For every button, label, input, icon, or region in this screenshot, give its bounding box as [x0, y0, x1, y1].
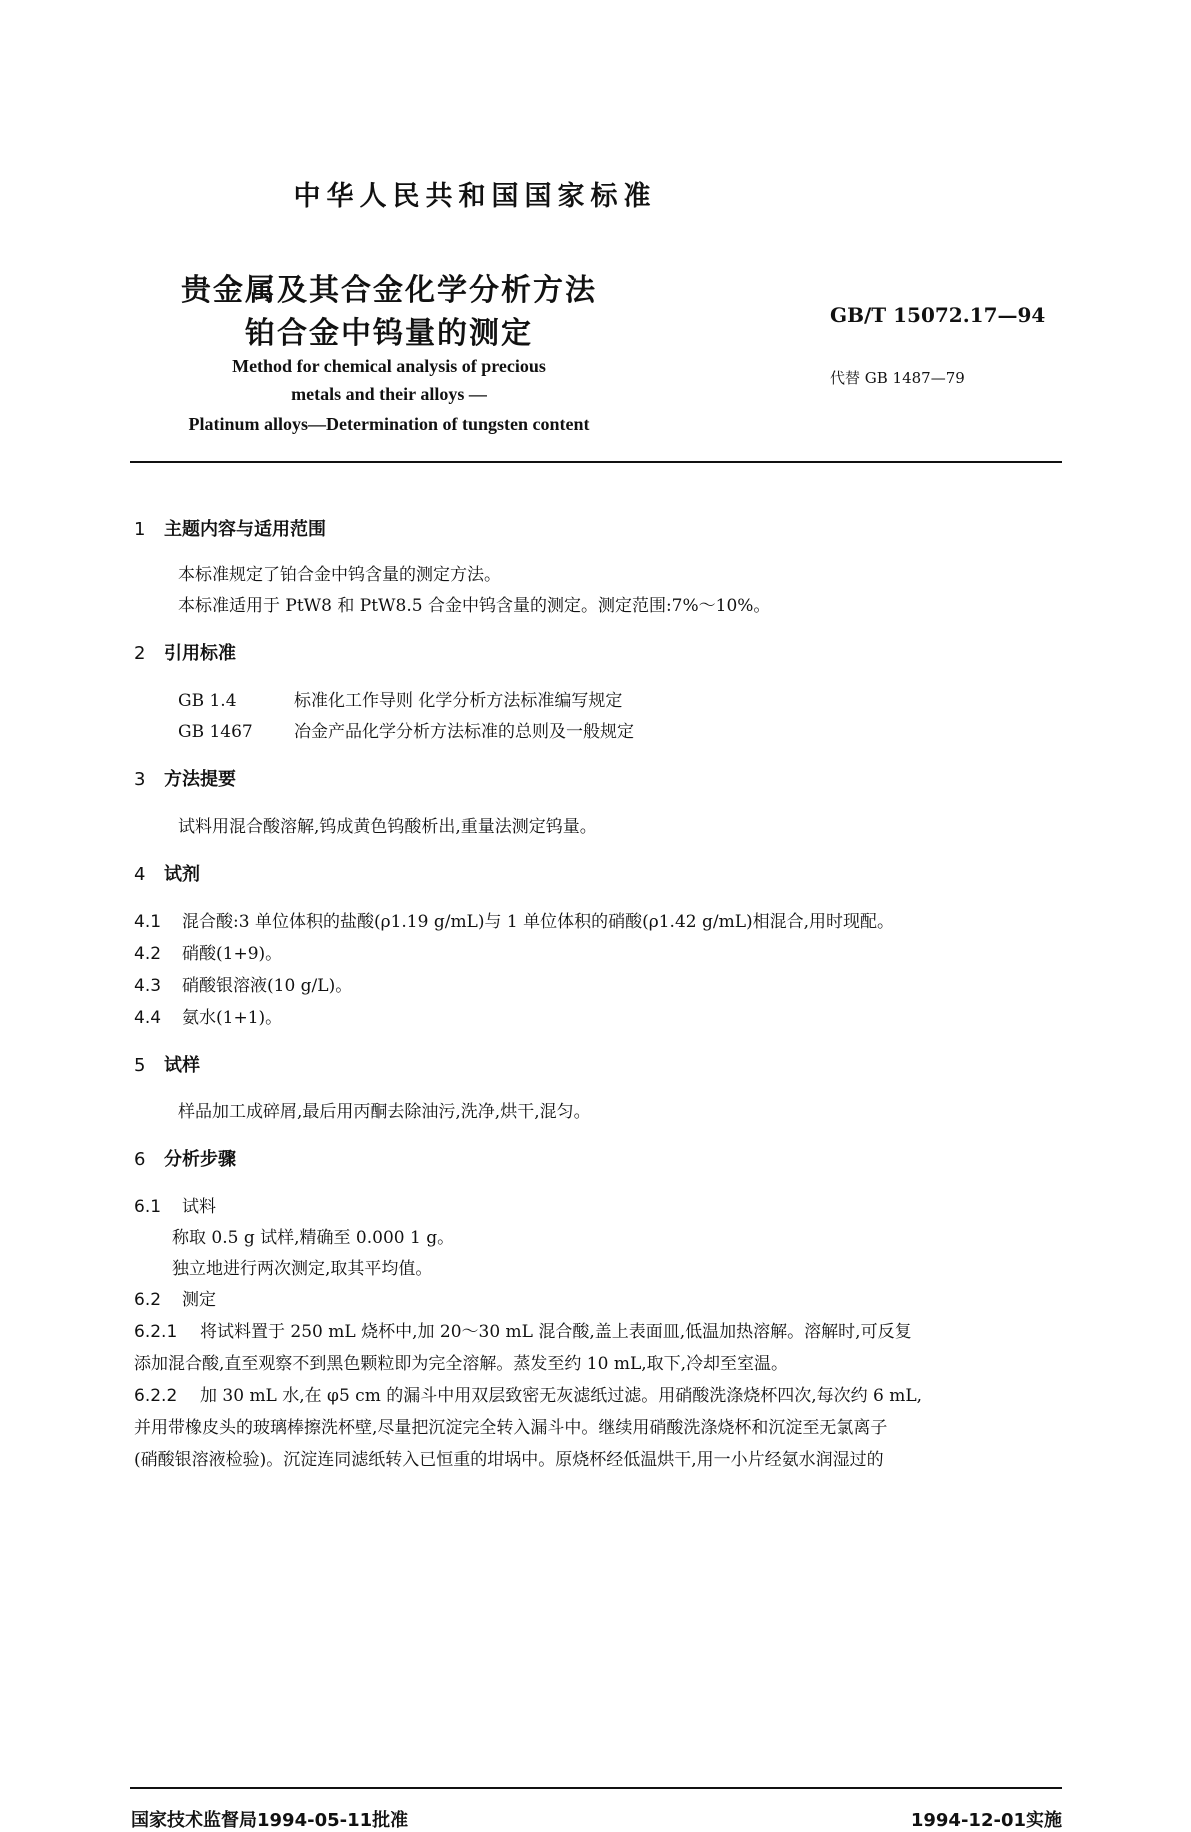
clause-text: 加 30 mL 水,在 φ5 cm 的漏斗中用双层致密无灰滤纸过滤。用硝酸洗涤烧杯四次,每次约 6 mL, [200, 1386, 923, 1406]
paragraph-line [134, 1381, 922, 1406]
paragraph: 本标准适用于 PtW8 和 PtW8.5 合金中钨含量的测定。测定范围:7%～10%。 [178, 596, 771, 616]
section-title: 引用标准 [164, 643, 236, 664]
section-heading [134, 1051, 200, 1077]
clause-number: 6.2.1 [134, 1322, 178, 1342]
item-number: 4.1 [134, 912, 162, 932]
org-title: 中华人民共和国国家标准 [293, 181, 657, 212]
section-number: 1 [134, 519, 146, 540]
reference-item [178, 686, 622, 711]
item-number: 4.4 [134, 1008, 162, 1028]
footer-divider [130, 1787, 1062, 1789]
section-title: 试剂 [164, 864, 200, 885]
section-heading [134, 639, 236, 665]
footer-effective: 1994-12-01实施 [910, 1810, 1062, 1831]
header-divider [130, 461, 1062, 463]
item-number: 4.2 [134, 944, 162, 964]
section-number: 5 [134, 1055, 146, 1076]
item-text: 硝酸银溶液(10 g/L)。 [182, 976, 353, 996]
reference-title: 冶金产品化学分析方法标准的总则及一般规定 [294, 722, 634, 742]
section-number: 3 [134, 769, 146, 790]
reagent-item [134, 939, 282, 964]
reference-code: GB 1.4 [178, 691, 237, 711]
section-title: 主题内容与适用范围 [164, 519, 326, 540]
item-text: 混合酸:3 单位体积的盐酸(ρ1.19 g/mL)与 1 单位体积的硝酸(ρ1.42 g/mL)相混合,用时现配。 [182, 912, 895, 932]
title-en-line1: Method for chemical analysis of precious [232, 356, 546, 376]
section-title: 分析步骤 [164, 1149, 236, 1170]
reagent-item [134, 1003, 282, 1028]
item-text: 氨水(1+1)。 [182, 1008, 283, 1028]
paragraph: 独立地进行两次测定,取其平均值。 [172, 1259, 433, 1279]
subsection-title: 试料 [182, 1197, 216, 1217]
reference-item [178, 717, 634, 742]
section-number: 2 [134, 643, 146, 664]
reagent-item [134, 971, 352, 996]
standard-replaces: 代替 GB 1487—79 [830, 369, 965, 387]
item-number: 4.3 [134, 976, 162, 996]
reagent-item [134, 907, 894, 932]
title-cn-line2: 铂合金中钨量的测定 [245, 316, 533, 351]
subsection-heading [134, 1285, 216, 1310]
subsection-title: 测定 [182, 1290, 216, 1310]
subsection-number: 6.2 [134, 1290, 162, 1310]
section-title: 方法提要 [164, 769, 236, 790]
reference-title: 标准化工作导则 化学分析方法标准编写规定 [294, 691, 623, 711]
paragraph: 样品加工成碎屑,最后用丙酮去除油污,洗净,烘干,混匀。 [178, 1102, 591, 1122]
subsection-number: 6.1 [134, 1197, 162, 1217]
paragraph-line: 并用带橡皮头的玻璃棒擦洗杯壁,尽量把沉淀完全转入漏斗中。继续用硝酸洗涤烧杯和沉淀至无氯离子 [134, 1418, 888, 1438]
subsection-heading [134, 1192, 216, 1217]
paragraph: 称取 0.5 g 试样,精确至 0.000 1 g。 [172, 1228, 455, 1248]
section-number: 4 [134, 864, 146, 885]
paragraph-line: 添加混合酸,直至观察不到黑色颗粒即为完全溶解。蒸发至约 10 mL,取下,冷却至室温。 [134, 1354, 789, 1374]
section-heading [134, 765, 236, 791]
section-title: 试样 [164, 1055, 200, 1076]
section-number: 6 [134, 1149, 146, 1170]
clause-text: 将试料置于 250 mL 烧杯中,加 20～30 mL 混合酸,盖上表面皿,低温加热溶解。溶解时,可反复 [200, 1322, 912, 1342]
section-heading [134, 1145, 236, 1171]
title-cn-line1: 贵金属及其合金化学分析方法 [181, 273, 597, 308]
section-heading [134, 515, 326, 541]
reference-code: GB 1467 [178, 722, 253, 742]
title-en-line2: metals and their alloys — [291, 384, 487, 404]
standard-code: GB/T 15072.17—94 [830, 303, 1046, 327]
clause-number: 6.2.2 [134, 1386, 178, 1406]
footer-approval: 国家技术监督局1994-05-11批准 [131, 1810, 409, 1831]
paragraph-line: (硝酸银溶液检验)。沉淀连同滤纸转入已恒重的坩埚中。原烧杯经低温烘干,用一小片经氨水润湿过的 [134, 1450, 884, 1470]
item-text: 硝酸(1+9)。 [182, 944, 283, 964]
title-en-line3: Platinum alloys—Determination of tungsten content [188, 414, 590, 434]
paragraph: 试料用混合酸溶解,钨成黄色钨酸析出,重量法测定钨量。 [178, 817, 597, 837]
paragraph-line [134, 1317, 912, 1342]
section-heading [134, 860, 200, 886]
paragraph: 本标准规定了铂合金中钨含量的测定方法。 [178, 565, 501, 585]
